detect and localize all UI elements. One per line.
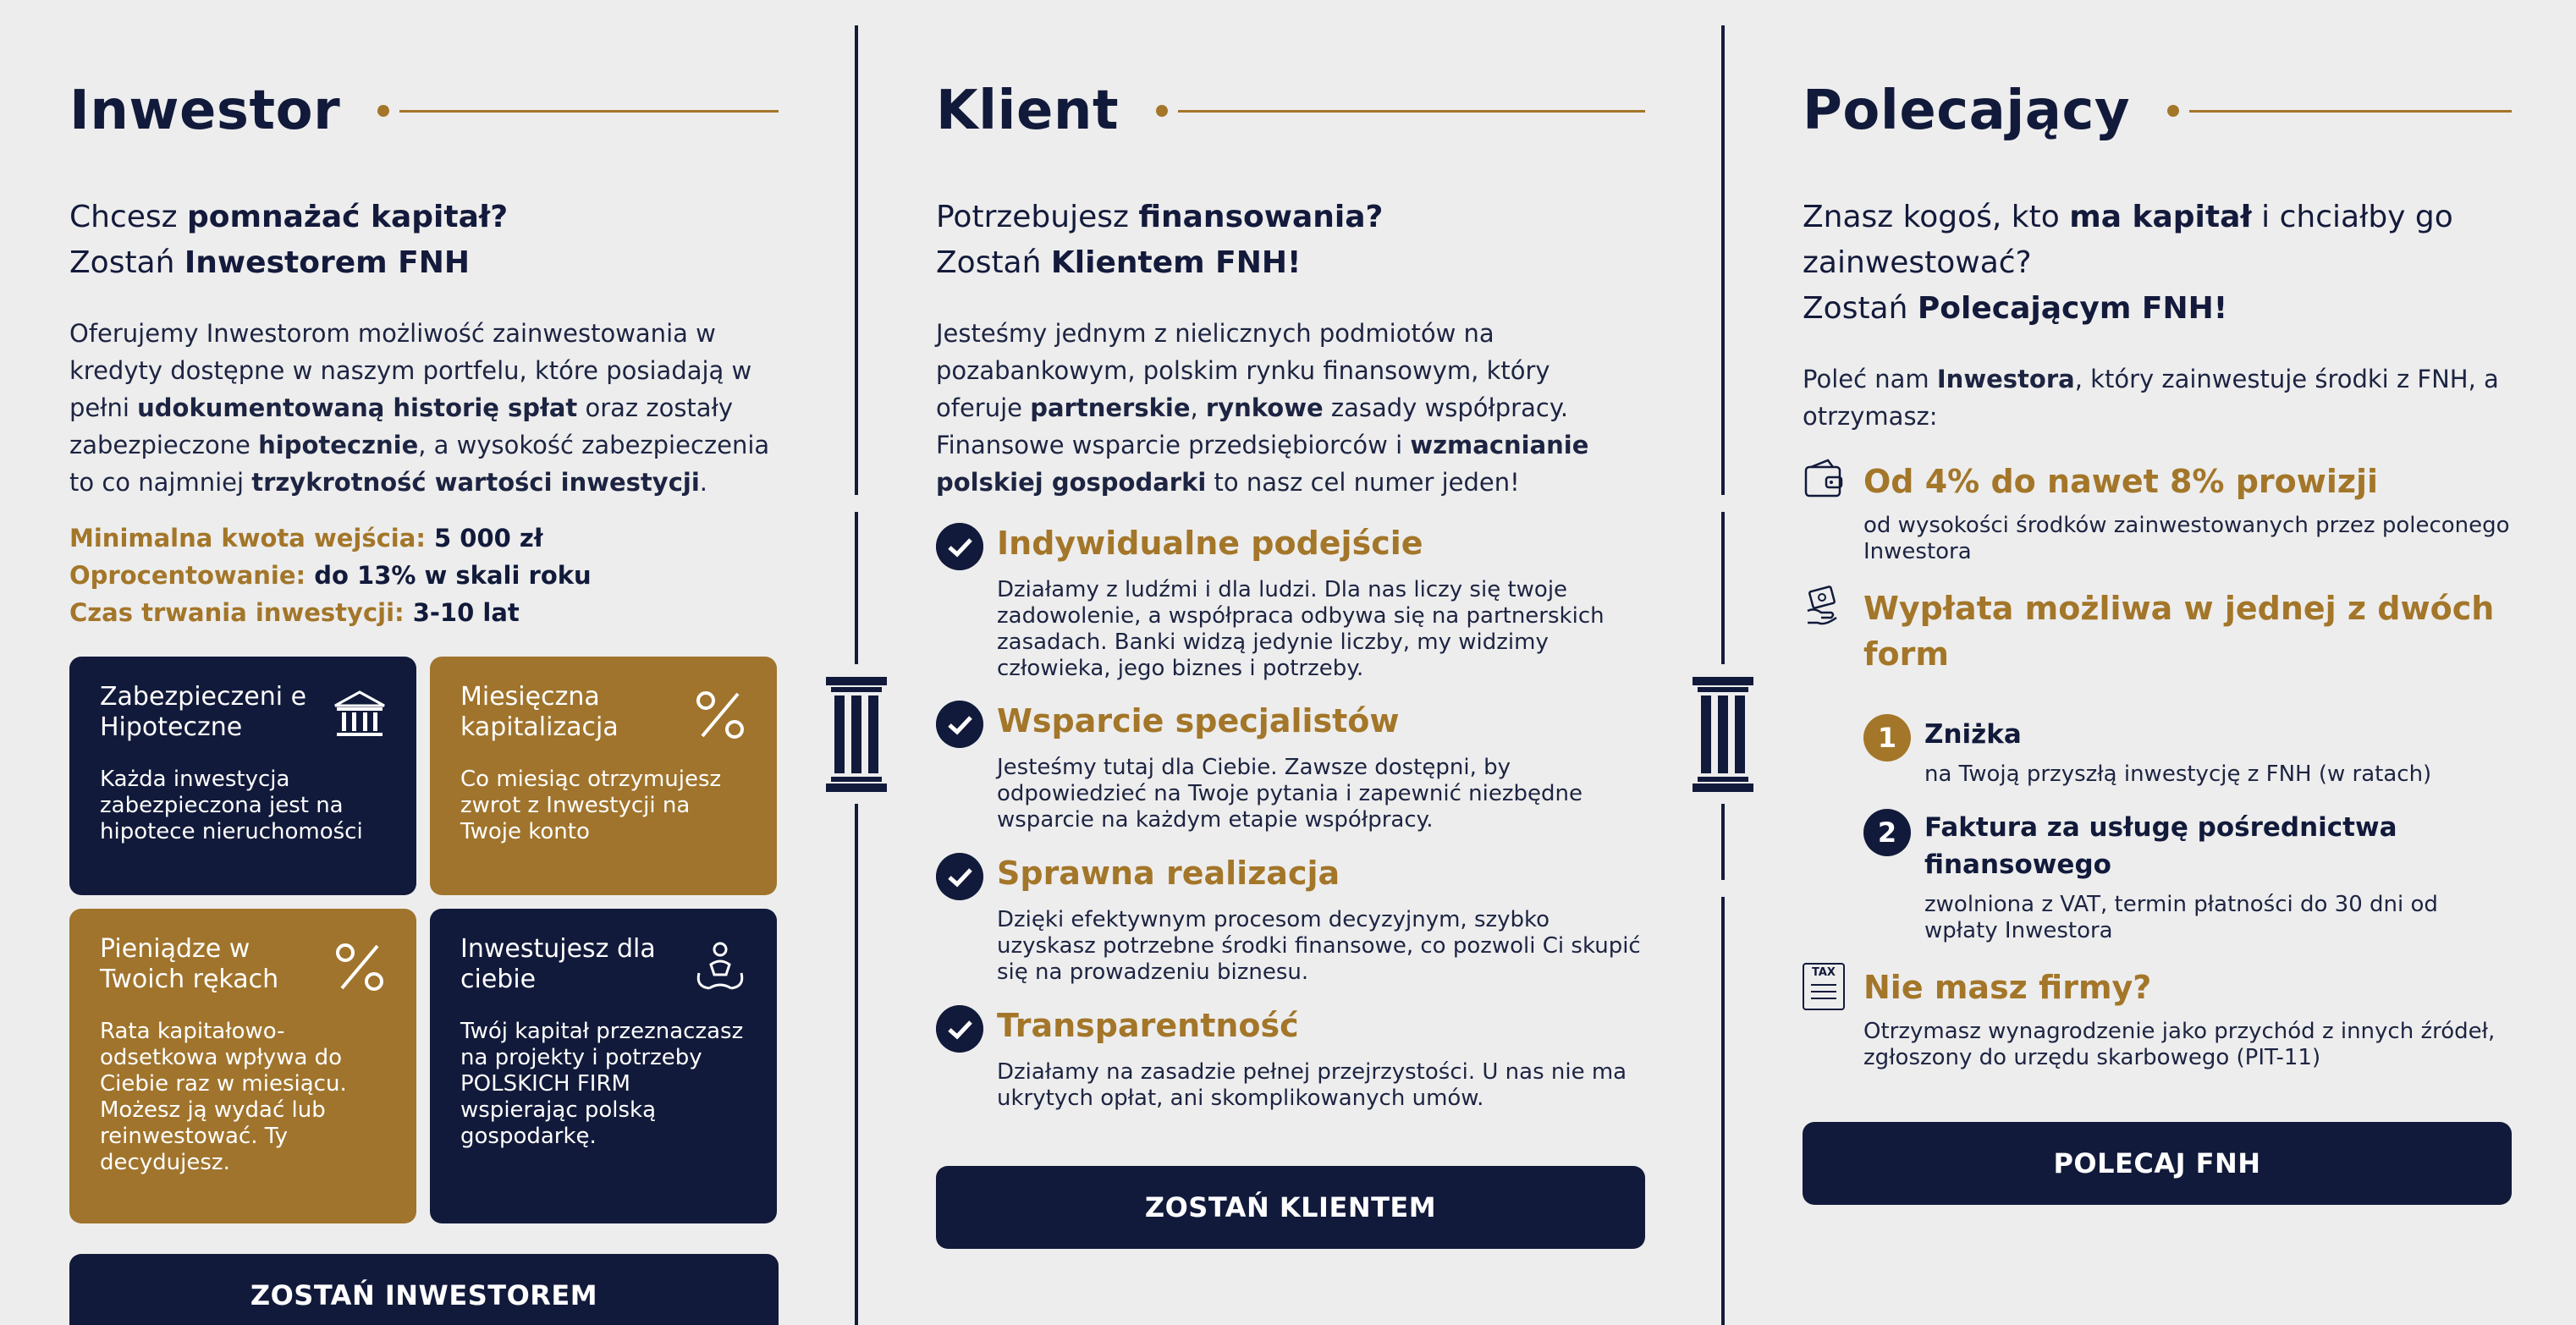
stat-value: 5 000 zł [434, 524, 543, 553]
para-bold: udokumentowaną historię spłat [137, 393, 578, 422]
stat-duration [69, 594, 592, 631]
percent-icon [692, 687, 748, 743]
stat-min-amount [69, 520, 592, 557]
para-text: , który zainwestuje środki z FNH, a otrzymasz: [1803, 365, 2499, 431]
no-company-text: Otrzymasz wynagrodzenie jako przychód z innych źródeł, zgłoszony do urzędu skarbowego (PIT-11) [1863, 1019, 2496, 1070]
feature-individual-approach [936, 523, 1645, 684]
lead-text: Potrzebujesz [936, 200, 1139, 234]
divider-dot [377, 105, 389, 117]
referrer-intro [1803, 360, 2505, 435]
header-divider [1156, 105, 1645, 117]
client-description [936, 315, 1613, 501]
investor-section [69, 0, 779, 1325]
option-number-badge: 1 [1863, 714, 1911, 761]
stat-label: Czas trwania inwestycji: [69, 598, 405, 627]
stat-label: Minimalna kwota wejścia: [69, 524, 426, 553]
tile-text: Każda inwestycja zabezpieczona jest na hipotece nieruchomości [100, 767, 363, 844]
option-title: Faktura za usługę pośrednictwa finansowego [1924, 812, 2397, 880]
feature-title: Transparentność [997, 1007, 1299, 1044]
feature-transparency [936, 1005, 1645, 1115]
column-separator-right [1721, 897, 1725, 1325]
lead-text: i chciałby go zainwestować? [1803, 200, 2453, 280]
client-section [936, 0, 1645, 1325]
lead-text: Zostań [1803, 291, 1918, 326]
investor-description [69, 315, 772, 501]
check-icon [936, 1005, 983, 1053]
para-bold: rynkowe [1205, 393, 1324, 422]
refer-fnh-button[interactable]: POLECAJ FNH [1803, 1122, 2512, 1205]
feature-efficient-realization [936, 853, 1645, 988]
lead-text: Znasz kogoś, kto [1803, 200, 2070, 234]
para-text: , a wysokość zabezpieczenia to co najmniej [69, 431, 770, 497]
stat-label: Oprocentowanie: [69, 561, 306, 590]
lead-text: Chcesz [69, 200, 187, 234]
people-icon [692, 939, 748, 995]
pillar-icon [1689, 677, 1757, 792]
column-separator-left [855, 512, 858, 664]
referrer-section [1803, 0, 2512, 1325]
option-text: na Twoją przyszłą inwestycję z FNH (w ratach) [1924, 761, 2432, 787]
investor-header [69, 73, 779, 149]
referrer-header [1803, 73, 2512, 149]
tile-title: Pieniądze w Twoich rękach [100, 934, 279, 994]
bank-icon [332, 687, 388, 743]
check-icon [936, 701, 983, 748]
payout-title: Wypłata możliwa w jednej z dwóch form [1863, 590, 2495, 673]
para-text: Jesteśmy jednym z nielicznych podmiotów na pozabankowym, polskim rynku finansowym, który oferuje [936, 319, 1550, 422]
header-divider [377, 105, 779, 117]
client-title: Klient [936, 80, 1120, 142]
tile-invest-for-you [430, 909, 777, 1223]
column-separator-right [1721, 804, 1725, 880]
pillar-icon [823, 677, 890, 792]
tile-money-in-hands [69, 909, 416, 1223]
check-icon [936, 853, 983, 900]
referrer-lead [1803, 195, 2512, 332]
tile-text: Rata kapitałowo-odsetkowa wpływa do Ciebie raz w miesiącu. Możesz ją wydać lub reinwestować. Ty decydujesz. [100, 1019, 347, 1175]
feature-title: Sprawna realizacja [997, 855, 1340, 892]
para-text: Poleć nam [1803, 365, 1937, 393]
option-text: zwolniona z VAT, termin płatności do 30 dni od wpłaty Inwestora [1924, 892, 2438, 943]
divider-line [2189, 110, 2512, 113]
investor-title: Inwestor [69, 80, 341, 142]
feature-text: Działamy z ludźmi i dla ludzi. Dla nas liczy się twoje zadowolenie, a współpraca odbywa się na partnerskich zasadach. Banki widzą jedynie liczby, my widzimy człowieka, jego biznes i potrzeby. [997, 577, 1604, 681]
tile-text: Co miesiąc otrzymujesz zwrot z Inwestycji na Twoje konto [460, 767, 722, 844]
tile-text: Twój kapitał przeznaczasz na projekty i potrzeby POLSKICH FIRM wspierając polską gospodarkę. [460, 1019, 744, 1149]
lead-bold: finansowania? [1138, 200, 1384, 234]
header-divider [2167, 105, 2512, 117]
divider-dot [1156, 105, 1168, 117]
column-separator-left [855, 25, 858, 495]
money-hand-icon [1803, 586, 1845, 633]
lead-bold: Polecającym FNH! [1917, 291, 2228, 326]
para-text: oraz zostały zabezpieczone [69, 393, 733, 459]
stat-value: 3-10 lat [412, 598, 520, 627]
tile-title: Inwestujesz dla ciebie [460, 934, 656, 994]
referrer-title: Polecający [1803, 80, 2131, 142]
feature-text: Dzięki efektywnym procesom decyzyjnym, szybko uzyskasz potrzebne środki finansowe, co pozwoli Ci skupić się na prowadzeniu biznesu. [997, 907, 1641, 985]
lead-bold: Klientem FNH! [1050, 245, 1302, 280]
feature-title: Wsparcie specjalistów [997, 702, 1400, 739]
para-text: zasady współpracy. Finansowe wsparcie przedsiębiorców i [936, 393, 1569, 459]
column-separator-left [855, 804, 858, 1325]
check-icon [936, 523, 983, 570]
stat-interest [69, 557, 592, 594]
client-header [936, 73, 1645, 149]
para-bold: partnerskie [1030, 393, 1191, 422]
option-number-badge: 2 [1863, 809, 1911, 856]
feature-text: Działamy na zasadzie pełnej przejrzystości. U nas nie ma ukrytych opłat, ani skomplikowanych umów. [997, 1059, 1627, 1111]
become-client-button[interactable]: ZOSTAŃ KLIENTEM [936, 1166, 1645, 1249]
column-separator-right [1721, 25, 1725, 495]
para-text: , [1190, 393, 1206, 422]
tax-icon-label: TAX [1812, 966, 1836, 979]
divider-line [1178, 110, 1645, 113]
option-title: Zniżka [1924, 719, 2022, 750]
para-text: Oferujemy Inwestorom możliwość zainwestowania w kredyty dostępne w naszym portfelu, które posiadają w pełni [69, 319, 752, 422]
investor-stats [69, 520, 592, 631]
tile-title: Miesięczna kapitalizacja [460, 682, 619, 742]
tax-document-icon [1803, 963, 1845, 1010]
divider-line [399, 110, 779, 113]
tile-monthly-capitalization [430, 657, 777, 895]
lead-text: Zostań [69, 245, 184, 280]
feature-text: Jesteśmy tutaj dla Ciebie. Zawsze dostępni, by odpowiedzieć na Twoje pytania i zapewnić niezbędne wsparcie na każdym etapie współpracy. [997, 755, 1582, 833]
wallet-icon [1803, 457, 1845, 504]
commission-text: od wysokości środków zainwestowanych przez poleconego Inwestora [1863, 513, 2510, 564]
tile-title: Zabezpieczeni e Hipoteczne [100, 682, 307, 742]
no-company-title: Nie masz firmy? [1863, 969, 2152, 1006]
tile-mortgage-security [69, 657, 416, 895]
become-investor-button[interactable]: ZOSTAŃ INWESTOREM [69, 1254, 779, 1325]
stat-value: do 13% w skali roku [314, 561, 592, 590]
para-bold: trzykrotność wartości inwestycji [251, 468, 700, 497]
lead-bold: ma kapitał [2069, 200, 2252, 234]
column-separator-right [1721, 512, 1725, 664]
para-text: to nasz cel numer jeden! [1206, 468, 1520, 497]
para-bold: wzmacnianie polskiej gospodarki [936, 431, 1589, 497]
lead-text: Zostań [936, 245, 1051, 280]
divider-dot [2167, 105, 2179, 117]
para-text: . [699, 468, 707, 497]
para-bold: hipotecznie [258, 431, 419, 459]
feature-specialist-support [936, 701, 1645, 836]
commission-title: Od 4% do nawet 8% prowizji [1863, 463, 2379, 500]
feature-title: Indywidualne podejście [997, 525, 1423, 562]
investor-lead [69, 195, 508, 286]
lead-bold: pomnażać kapitał? [187, 200, 509, 234]
percent-icon [332, 939, 388, 995]
para-bold: Inwestora [1936, 365, 2075, 393]
lead-bold: Inwestorem FNH [184, 245, 471, 280]
client-lead [936, 195, 1383, 286]
